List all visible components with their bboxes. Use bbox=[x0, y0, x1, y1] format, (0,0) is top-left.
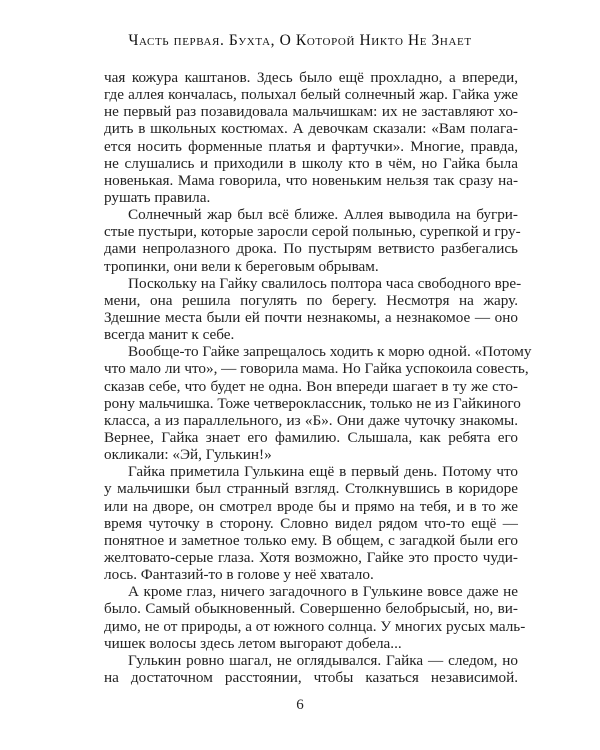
text-line: желтовато-серые глаза. Хотя возможно, Гайке это просто чуди- bbox=[104, 548, 518, 566]
text-line: лось. Фантазий-то в голове у неё хватало. bbox=[104, 566, 374, 584]
text-line: где аллея кончалась, полыхал белый солнечный жар. Гайка уже bbox=[104, 86, 518, 104]
text-line: дами непролазного дрока. По пустырям ветвисто разбегались bbox=[104, 240, 518, 258]
paragraph bbox=[104, 206, 521, 275]
text-line: или на дворе, он смотрел вроде бы и прямо на тебя, и в то же bbox=[104, 497, 518, 515]
text-line: было. Самый обыкновенный. Совершенно белобрысый, но, ви- bbox=[104, 600, 518, 618]
paragraph bbox=[104, 583, 526, 652]
text-line: на достаточном расстоянии, чтобы казаться независимой. bbox=[104, 668, 518, 686]
text-line: всегда манит к себе. bbox=[104, 326, 235, 344]
text-line: Поскольку на Гайку свалилось полтора часа свободного вре- bbox=[128, 274, 522, 292]
paragraph bbox=[104, 463, 518, 583]
text-line: понятное и заметное только ему. В общем, с загадкой были его bbox=[104, 531, 518, 549]
text-line: у мальчишки был странный взгляд. Столкнувшись в коридоре bbox=[104, 480, 518, 498]
text-line: не первый раз позавидовала мальчишкам: их не заставляют хо- bbox=[104, 103, 518, 121]
text-line: Гайка приметила Гулькина ещё в первый день. Потому что bbox=[128, 463, 518, 481]
paragraph bbox=[104, 274, 522, 344]
text-line: время чуточку в сторону. Словно видел рядом что-то ещё — bbox=[104, 514, 518, 532]
text-line: тропинки, они вели к береговым обрывам. bbox=[104, 257, 379, 275]
text-line: стые пустыри, которые заросли серой полынью, сурепкой и гру- bbox=[104, 223, 521, 241]
text-line: не слушались и приходили в школу кто в чём, но Гайка была bbox=[104, 154, 518, 172]
text-line: новенькая. Мама говорила, что новеньким нельзя так сразу на- bbox=[104, 171, 518, 189]
text-line: класса, а из параллельного, из «Б». Они даже чуточку знакомы. bbox=[104, 411, 518, 429]
page-number: 6 bbox=[296, 697, 304, 713]
text-line: чая кожура каштанов. Здесь было ещё прохладно, а впереди, bbox=[104, 69, 518, 86]
text-line: мени, она решила погулять по берегу. Несмотря на жару. bbox=[104, 291, 518, 309]
text-line: дить в школьных костюмах. А девочкам сказали: «Вам полага- bbox=[104, 120, 518, 138]
running-header: Часть первая. Бухта, О Которой Никто Не Знает bbox=[128, 32, 472, 49]
text-line: димо, не от природы, а от южного солнца. У многих русых маль- bbox=[104, 617, 526, 635]
text-line: рону мальчишка. Тоже четвероклассник, только не из Гайкиного bbox=[104, 394, 521, 412]
paragraph bbox=[104, 69, 518, 206]
text-line: А кроме глаз, ничего загадочного в Гулькине вовсе даже не bbox=[128, 583, 518, 601]
text-line: ется носить форменные платья и фартучки». Многие, правда, bbox=[104, 137, 518, 155]
paragraph bbox=[104, 343, 532, 464]
text-line: сказав себе, что будет не одна. Вон впереди шагает в ту же сто- bbox=[104, 377, 518, 395]
text-line: Гулькин ровно шагал, не оглядывался. Гайка — следом, но bbox=[128, 651, 518, 669]
text-line: окликали: «Эй, Гулькин!» bbox=[104, 446, 272, 464]
text-line: чишек волосы здесь летом выгорают добела... bbox=[104, 634, 402, 652]
text-line: Вернее, Гайка знает его фамилию. Слышала, как ребята его bbox=[104, 428, 518, 446]
text-line: Здешние места были ей почти незнакомы, а незнакомое — оно bbox=[104, 308, 518, 326]
text-line: рушать правила. bbox=[104, 188, 211, 206]
text-line: Вообще-то Гайке запрещалось ходить к морю одной. «Потому bbox=[128, 343, 532, 361]
paragraph bbox=[104, 652, 518, 686]
text-line: Солнечный жар был всё ближе. Аллея выводила на бугри- bbox=[128, 206, 518, 224]
page-body-text bbox=[104, 69, 532, 686]
text-line: что мало ли что», — говорила мама. Но Гайка успокоила совесть, bbox=[104, 360, 529, 378]
